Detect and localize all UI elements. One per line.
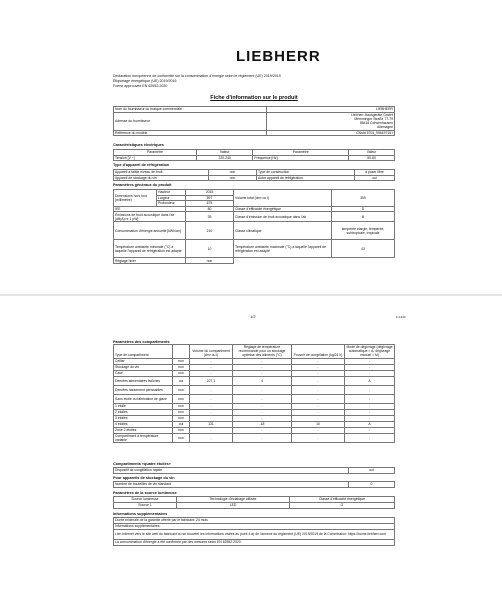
table-cell: non bbox=[173, 409, 190, 415]
table-cell: Sans étoile ou fabrication de glace bbox=[114, 394, 173, 403]
table-cell: non bbox=[209, 170, 257, 176]
table-cell: - bbox=[190, 394, 233, 403]
table-cell: - bbox=[292, 427, 345, 433]
table-cell: 597 bbox=[186, 195, 234, 201]
table-cell: - bbox=[345, 358, 395, 364]
table-cell: - bbox=[233, 358, 292, 364]
table-cell: 43 bbox=[332, 240, 395, 258]
section-heading: Paramètres des compartiments bbox=[113, 340, 170, 344]
table-cell: Informations supplémentaires: bbox=[114, 524, 395, 530]
section-heading: Paramètres généraux du produit bbox=[113, 183, 172, 187]
table-cell: 131 bbox=[190, 421, 233, 427]
table-cell: - bbox=[190, 415, 233, 421]
table-cell: non bbox=[173, 385, 190, 394]
table-cell: non bbox=[173, 415, 190, 421]
table-cell: - bbox=[292, 415, 345, 421]
table-cell: - bbox=[190, 403, 233, 409]
table-header: Pouvoir de congélation (kg/24 h) bbox=[292, 345, 345, 359]
table-cell: 227,1 bbox=[190, 376, 233, 385]
table-cell: - bbox=[233, 403, 292, 409]
wine-table bbox=[113, 481, 395, 488]
light-source-table bbox=[113, 496, 395, 509]
table-cell: - bbox=[345, 403, 395, 409]
table-cell: Denrées hautement périssables bbox=[114, 385, 173, 394]
table-cell: LED bbox=[177, 503, 290, 509]
table-cell: Dimensions hors tout (millimètre) bbox=[114, 190, 157, 207]
table-cell: - bbox=[233, 394, 292, 403]
table-cell: Fréquence [Hz] bbox=[253, 155, 349, 161]
table-cell: non bbox=[173, 403, 190, 409]
table-cell: - bbox=[190, 358, 233, 364]
table-cell: - bbox=[345, 427, 395, 433]
table-cell: - bbox=[190, 370, 233, 376]
table-cell: non bbox=[173, 394, 190, 403]
table-cell: - bbox=[292, 385, 345, 394]
table-cell: 210 bbox=[186, 222, 234, 240]
table-cell: - bbox=[345, 364, 395, 370]
table-cell: Température ambiante maximale (°C) à laquelle l'appareil de réfrigération est adapté bbox=[234, 240, 332, 258]
table-cell: non bbox=[173, 370, 190, 376]
meta-line: Déclaration européenne de conformité sur la consommation d'énergie selon le règlement (UE) 2019/2019 bbox=[113, 74, 281, 78]
table-cell: - bbox=[292, 358, 345, 364]
table-cell: - bbox=[233, 370, 292, 376]
table-header: Technologie d'éclairage utilisée bbox=[177, 497, 290, 503]
table-cell: - bbox=[345, 385, 395, 394]
table-cell: Durée minimale de la garantie offerte par le fabricant: 24 mois bbox=[114, 518, 395, 524]
table-cell: Adresse du fournisseur bbox=[114, 112, 267, 130]
table-cell: non bbox=[173, 358, 190, 364]
table-header: Paramètre bbox=[253, 150, 349, 156]
four-star-table bbox=[113, 467, 395, 474]
section-heading: Caractéristiques électriques bbox=[113, 143, 164, 147]
table-cell: Émissions de bruit acoustique dans l'air [dB(A) re 1 pW] bbox=[114, 212, 186, 222]
table-cell: 3 étoiles bbox=[114, 415, 173, 421]
table-cell: 35 bbox=[186, 212, 234, 222]
table-cell: non bbox=[173, 427, 190, 433]
table-cell: La consommation d'énergie a été confirmée par des mesures selon EN 62552:2020. bbox=[114, 540, 395, 546]
table-cell: Nom du fournisseur ou marque commerciale bbox=[114, 107, 267, 113]
compartments-table bbox=[113, 344, 395, 443]
table-header bbox=[173, 345, 190, 359]
table-cell: non bbox=[173, 433, 190, 442]
table-cell: Largeur bbox=[157, 195, 186, 201]
table-cell: -18 bbox=[233, 421, 292, 427]
table-cell: Dispositif de congélation rapide bbox=[114, 468, 349, 474]
table-cell: Liebherr-Hausgeräte GmbH Memminger Straße 77-79 88416 Ochsenhausen Allemagne bbox=[267, 112, 395, 130]
table-cell: Appareil de stockage du vin bbox=[114, 175, 209, 181]
section-heading: Informations supplémentaires bbox=[113, 512, 168, 516]
table-cell: à poser libre bbox=[355, 170, 395, 176]
meta-line: Étiquetage énergétique (UE) 2019/2016 bbox=[113, 79, 177, 84]
section-heading: Compartiments «quatre étoiles» bbox=[113, 462, 171, 466]
table-cell: - bbox=[233, 427, 292, 433]
table-cell: Classe d'émission de bruit acoustique dans l'air bbox=[234, 212, 332, 222]
table-cell: Compartiment à température variable bbox=[114, 433, 173, 442]
table-cell: Denrées alimentaires fraîches bbox=[114, 376, 173, 385]
table-cell: non bbox=[173, 364, 190, 370]
table-cell: 675 bbox=[186, 201, 234, 207]
table-header: Valeur bbox=[349, 150, 395, 156]
table-cell: - bbox=[233, 364, 292, 370]
table-cell: - bbox=[345, 370, 395, 376]
table-cell: Cave bbox=[114, 370, 173, 376]
table-cell: Consommation d'énergie annuelle [kWh/an] bbox=[114, 222, 186, 240]
table-cell: - bbox=[292, 364, 345, 370]
table-cell: - bbox=[190, 433, 233, 442]
table-cell: G bbox=[290, 503, 395, 509]
table-cell: - bbox=[345, 415, 395, 421]
table-cell: D bbox=[332, 206, 395, 212]
table-cell: oui bbox=[173, 376, 190, 385]
supplier-table bbox=[113, 106, 395, 136]
table-cell: non bbox=[186, 258, 234, 264]
table-cell: non bbox=[209, 175, 257, 181]
table-cell: 0 bbox=[349, 482, 395, 488]
table-cell: A bbox=[345, 421, 395, 427]
table-cell: - bbox=[292, 433, 345, 442]
table-cell: - bbox=[345, 394, 395, 403]
table-cell: A bbox=[345, 376, 395, 385]
table-cell: Profondeur bbox=[157, 201, 186, 207]
table-cell: - bbox=[292, 370, 345, 376]
table-header: Valeur bbox=[196, 150, 252, 156]
table-cell: 359 bbox=[332, 190, 395, 207]
table-cell: Tension [V ~] bbox=[114, 155, 197, 161]
table-cell: oui bbox=[173, 421, 190, 427]
table-cell: - bbox=[292, 409, 345, 415]
table-header: Volume du compartiment (dm³ ou l) bbox=[190, 345, 233, 359]
table-cell: - bbox=[233, 415, 292, 421]
meta-line: Forme approuvée EN 62552:2020 bbox=[113, 84, 168, 89]
table-cell: Nombre de bouteilles de vin standard bbox=[114, 482, 349, 488]
section-heading: Paramètres de la source lumineuse bbox=[113, 491, 177, 495]
table-cell: tempérée élargie, tempérée, subtropicale, tropicale bbox=[332, 222, 395, 240]
table-cell: Hauteur bbox=[157, 190, 186, 196]
table-cell: 50-60 bbox=[349, 155, 395, 161]
table-cell: 220-240 bbox=[196, 155, 252, 161]
table-cell: Classe climatique bbox=[234, 222, 332, 240]
params-table bbox=[113, 189, 395, 264]
table-cell: 10 bbox=[186, 240, 234, 258]
page-2 bbox=[0, 296, 502, 589]
table-cell: - bbox=[345, 409, 395, 415]
table-cell: 4 bbox=[233, 376, 292, 385]
table-row bbox=[114, 385, 395, 394]
table-row bbox=[114, 394, 395, 403]
brand-logo: LIEBHERR bbox=[236, 48, 321, 65]
table-row bbox=[114, 433, 395, 442]
table-cell: 80 bbox=[186, 206, 234, 212]
table-cell: 1 étoile bbox=[114, 403, 173, 409]
table-cell: Volume total (dm³ ou l) bbox=[234, 190, 332, 207]
table-header: Source lumineuse bbox=[114, 497, 177, 503]
table-cell: Source 1 bbox=[114, 503, 177, 509]
table-cell: 2 étoiles bbox=[114, 409, 173, 415]
table-cell: Autre appareil de réfrigération bbox=[257, 175, 355, 181]
table-cell: 2015 bbox=[186, 190, 234, 196]
table-cell: - bbox=[233, 385, 292, 394]
table-header: Classe d'efficacité énergétique bbox=[290, 497, 395, 503]
table-cell: 10 bbox=[292, 421, 345, 427]
table-cell: CNsfd 5704_996497151 bbox=[267, 130, 395, 136]
appliance-type-table bbox=[113, 169, 395, 181]
table-cell: - bbox=[292, 376, 345, 385]
table-cell bbox=[234, 258, 332, 264]
table-header: Réglage de température recommandé pour un stockage optimisé des aliments (°C) bbox=[233, 345, 292, 359]
table-cell: - bbox=[190, 427, 233, 433]
section-heading: Pour appareils de stockage du vin bbox=[113, 476, 175, 480]
table-cell: B bbox=[332, 212, 395, 222]
table-cell: IEE bbox=[114, 206, 186, 212]
table-header: Paramètre bbox=[114, 150, 197, 156]
table-cell: Type de construction bbox=[257, 170, 355, 176]
table-cell: oui bbox=[355, 175, 395, 181]
table-cell: Cellier bbox=[114, 358, 173, 364]
table-cell: Lien Internet vers le site web du fabricant où se trouvent les informations visées au point 4 a) de l'annexe du règlement (UE) 2019/2019 de la Commission: https://home.liebherr.com bbox=[114, 530, 395, 540]
table-cell: - bbox=[345, 433, 395, 442]
table-cell: - bbox=[233, 409, 292, 415]
page-number: 1/2 bbox=[250, 314, 256, 319]
page-code: F-1234 bbox=[396, 315, 406, 319]
table-cell: Stockage du vin bbox=[114, 364, 173, 370]
table-cell: - bbox=[190, 385, 233, 394]
electrical-table bbox=[113, 149, 395, 161]
table-cell bbox=[332, 258, 395, 264]
table-header: Type de compartiment bbox=[114, 345, 173, 359]
table-cell: Température ambiante minimale (°C) à laquelle l'appareil de réfrigération est adapté bbox=[114, 240, 186, 258]
table-row bbox=[114, 376, 395, 385]
table-cell: - bbox=[292, 394, 345, 403]
page-title: Fiche d'information sur le produit bbox=[210, 95, 298, 101]
additional-info-table bbox=[113, 517, 395, 546]
table-cell: Réglage hiver bbox=[114, 258, 186, 264]
table-cell: - bbox=[233, 433, 292, 442]
table-cell: Classe d'efficacité énergétique bbox=[234, 206, 332, 212]
table-cell: 4 étoiles bbox=[114, 421, 173, 427]
table-cell: - bbox=[292, 403, 345, 409]
table-cell: - bbox=[190, 409, 233, 415]
header-meta bbox=[113, 74, 393, 90]
table-header: Mode de dégivrage (dégivrage automatique = A, dégivrage manuel = M) bbox=[346, 345, 393, 358]
table-cell: oui bbox=[349, 468, 395, 474]
table-cell: LIEBHERR bbox=[267, 107, 395, 113]
section-heading: Type d'appareil de réfrigération bbox=[113, 163, 170, 167]
table-cell: Zone 2 étoiles bbox=[114, 427, 173, 433]
table-cell: Appareil à faible niveau de bruit bbox=[114, 170, 209, 176]
table-cell: - bbox=[190, 364, 233, 370]
table-cell: Référence du modèle bbox=[114, 130, 267, 136]
